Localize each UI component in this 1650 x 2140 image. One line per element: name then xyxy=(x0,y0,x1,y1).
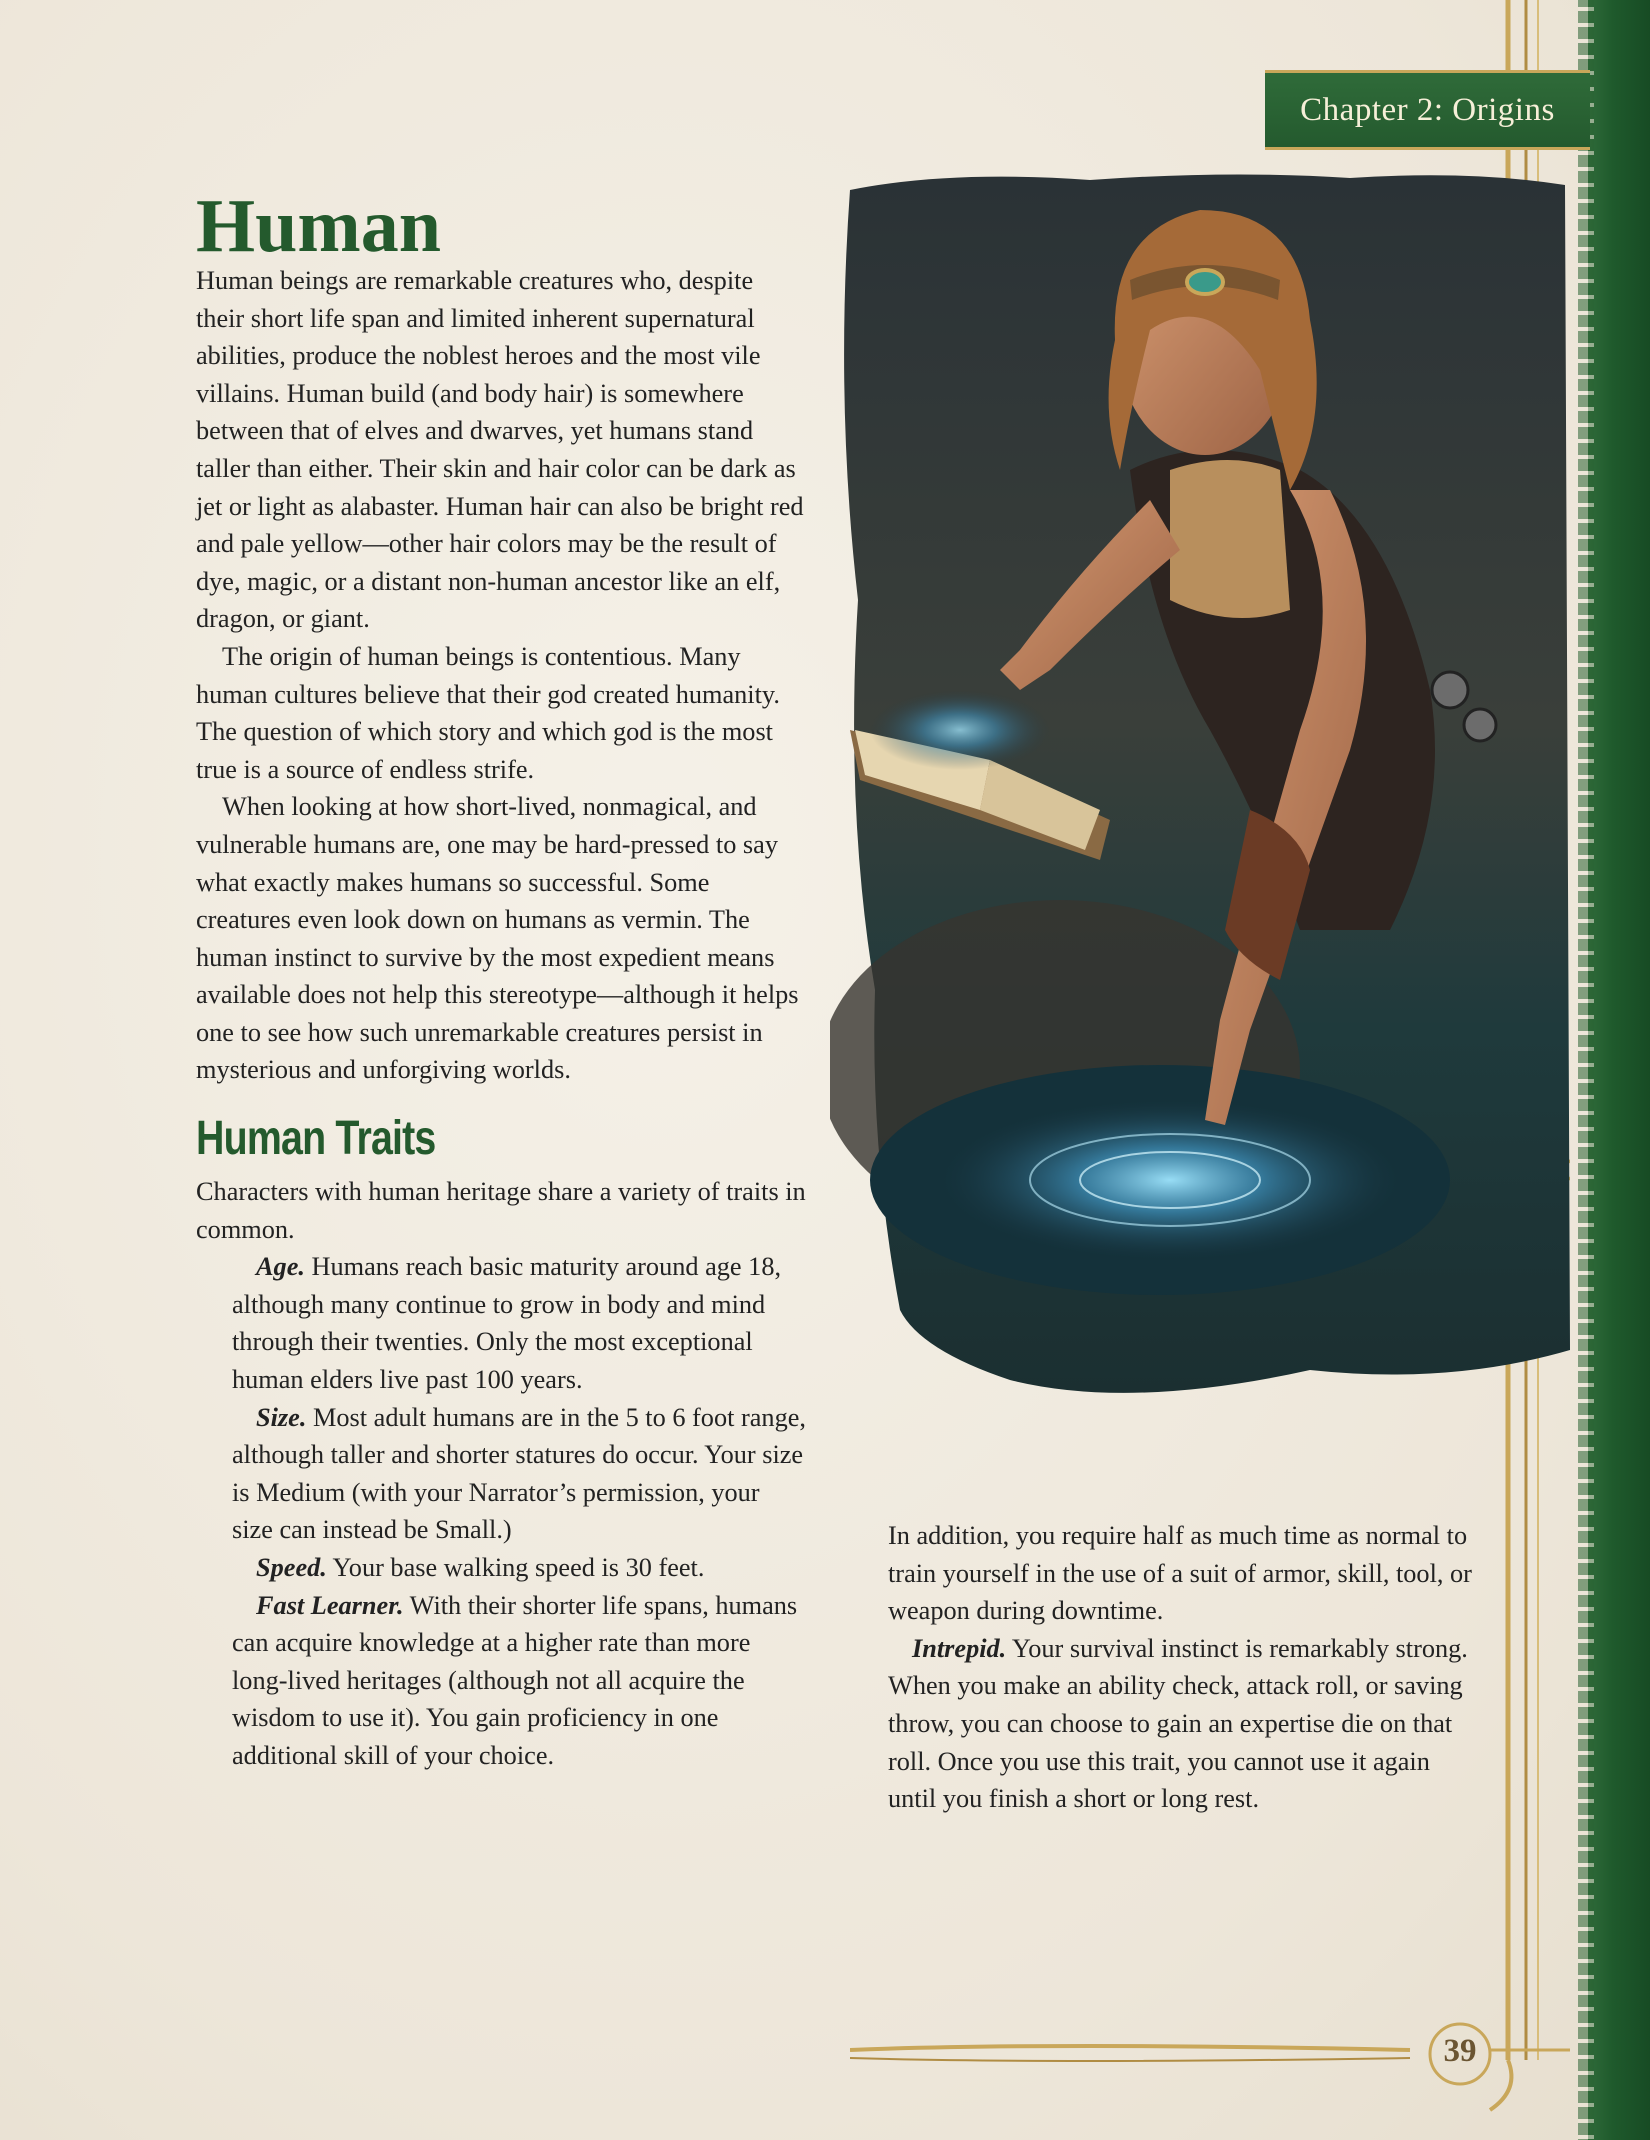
trait-text: Humans reach basic maturity around age 18, although many continue to grow in body and mind through their twenties. Only the most exceptional human elders live past 100 years. xyxy=(232,1252,782,1395)
chapter-label: Chapter 2: Origins xyxy=(1300,91,1555,128)
trait-name: Speed. xyxy=(256,1553,327,1582)
page-title: Human xyxy=(196,184,441,268)
section-heading-human-traits: Human Traits xyxy=(196,1112,436,1166)
trait-intrepid xyxy=(888,1630,1478,1818)
trait-name: Size. xyxy=(256,1402,307,1432)
trait-name: Fast Learner. xyxy=(256,1590,404,1620)
torn-edge xyxy=(1578,0,1594,2140)
trait-text: Most adult humans are in the 5 to 6 foot range, although taller and shorter statures do occur. Your size is Medium (with your Narrator’s permission, your size can instead be Small.) xyxy=(232,1402,806,1545)
fast-learner-continuation: In addition, you require half as much time as normal to train yourself in the use of a suit of armor, skill, tool, or weapon during downtime. xyxy=(888,1521,1472,1626)
trait-age xyxy=(196,1248,806,1398)
trait-name: Intrepid. xyxy=(912,1633,1007,1663)
left-column xyxy=(196,262,806,1775)
trait-name: Age. xyxy=(256,1252,305,1282)
page-number: 39 xyxy=(1443,2032,1477,2069)
trait-size xyxy=(196,1399,806,1549)
human-adventurer-illustration xyxy=(830,170,1570,1420)
traits-intro: Characters with human heritage share a variety of traits in common. xyxy=(196,1177,806,1244)
trait-fast-learner xyxy=(196,1587,806,1775)
page-number-box xyxy=(1418,2018,1502,2084)
chapter-tab xyxy=(1265,70,1590,150)
trait-text: With their shorter life spans, humans can acquire knowledge at a higher rate than more long-lived heritages (although not all acquire the wisdom to use it). You gain proficiency in one additional skill of your choice. xyxy=(232,1590,798,1770)
intro-paragraph-2: The origin of human beings is contentious. Many human cultures believe that their god created humanity. The question of which story and which god is the most true is a source of endless strife. xyxy=(196,641,780,784)
green-page-edge xyxy=(1588,0,1650,2140)
intro-paragraph-1: Human beings are remarkable creatures who, despite their short life span and limited inherent supernatural abilities, produce the noblest heroes and the most vile villains. Human build (and body hair) is somewhere between that of elves and dwarves, yet humans stand taller than either. Their skin and hair color can be dark as jet or light as alabaster. Human hair can also be bright red and pale yellow—other hair colors may be the result of dye, magic, or a distant non-human ancestor like an elf, dragon, or giant. xyxy=(196,266,804,634)
intro-paragraph-3: When looking at how short-lived, nonmagical, and vulnerable humans are, one may be hard-pressed to say what exactly makes humans so successful. Some creatures even look down on humans as vermin. The human instinct to survive by the most expedient means available does not help this stereotype—although it helps one to see how such unremarkable creatures persist in mysterious and unforgiving worlds. xyxy=(196,792,799,1085)
trait-text: Your survival instinct is remarkably strong. When you make an ability check, attack roll, or saving throw, you can choose to gain an expertise die on that roll. Once you use this trait, you cannot use it again until you finish a short or long rest. xyxy=(888,1633,1468,1814)
trait-speed xyxy=(196,1549,806,1587)
right-column xyxy=(888,1517,1478,1818)
trait-text: Your base walking speed is 30 feet. xyxy=(326,1553,705,1582)
